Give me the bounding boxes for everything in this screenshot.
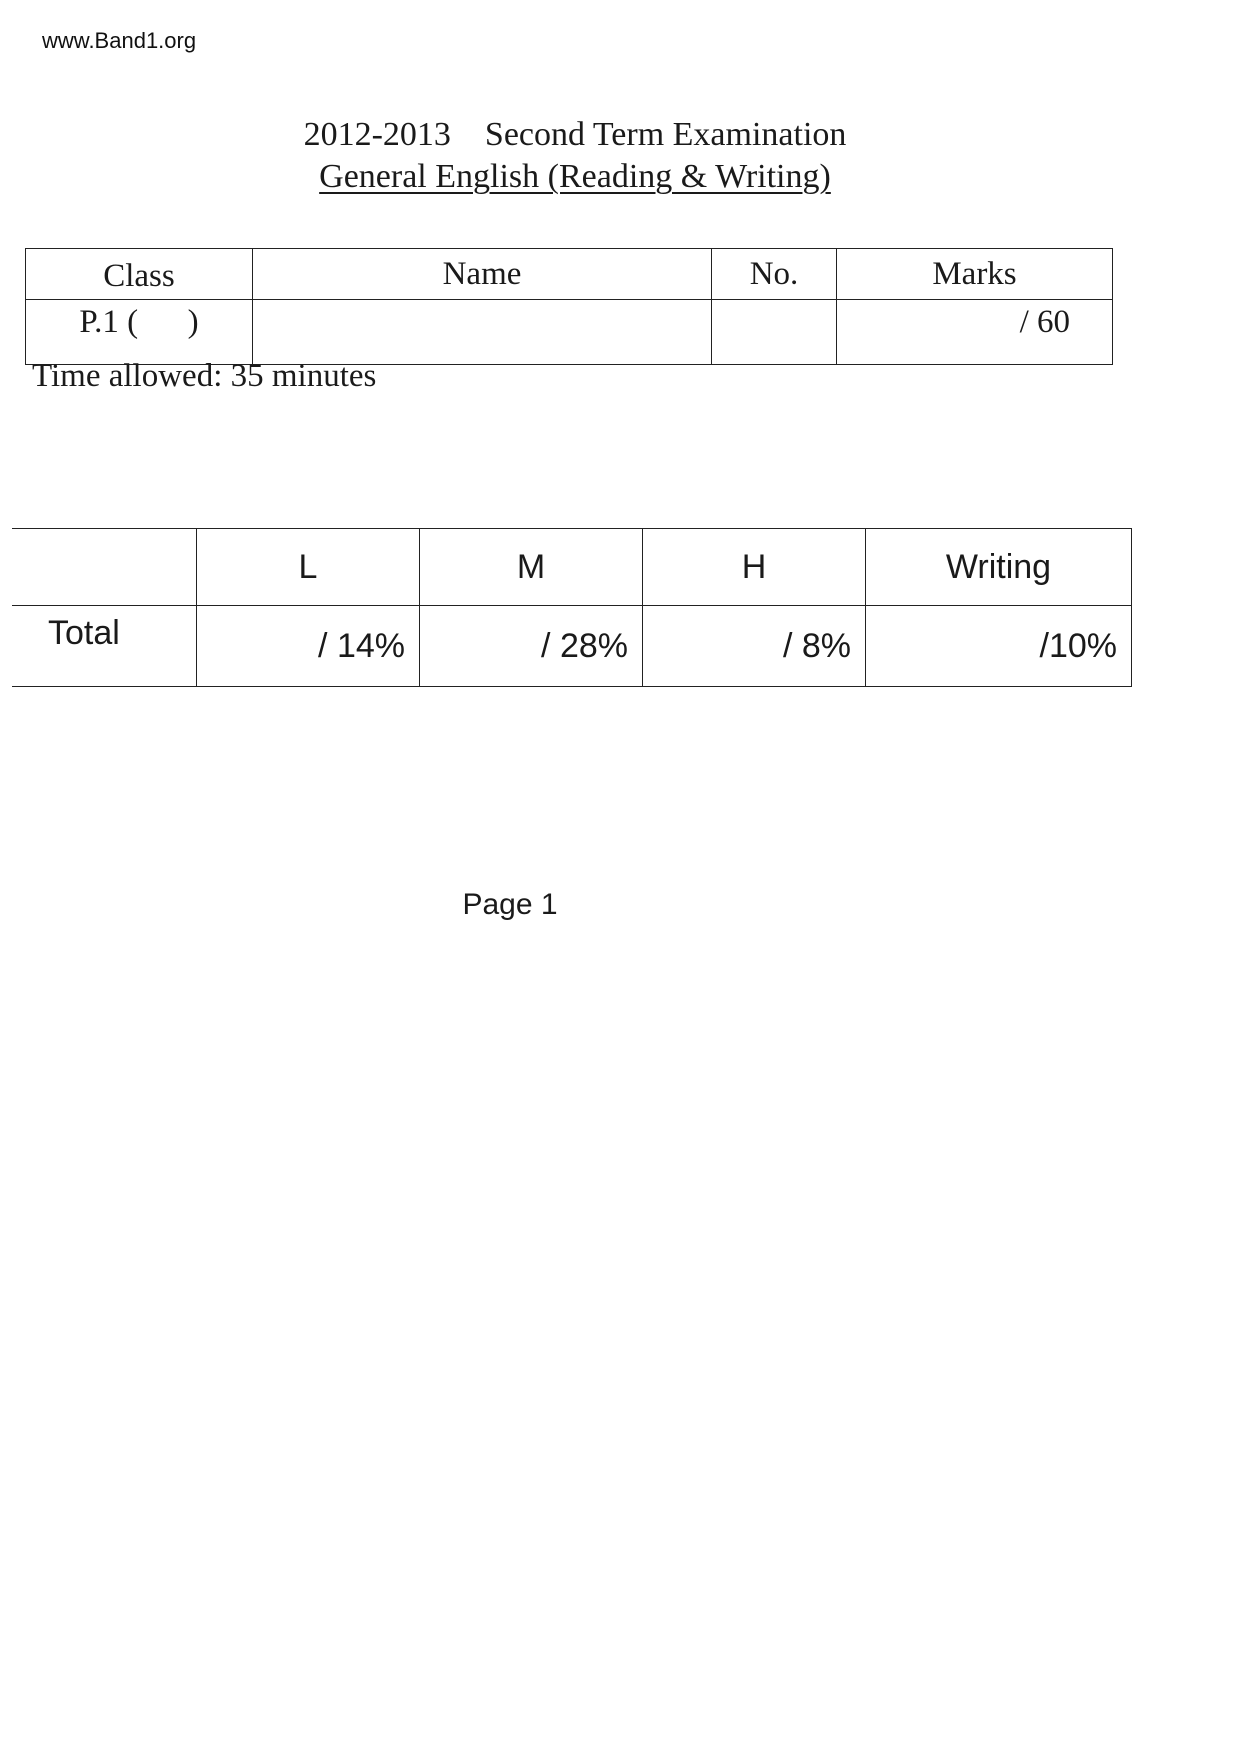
score-h-value[interactable]: / 8%	[643, 606, 866, 687]
watermark-url: www.Band1.org	[42, 28, 197, 53]
score-writing-value[interactable]: /10%	[866, 606, 1132, 687]
class-field[interactable]: P.1 ( )	[26, 300, 253, 365]
score-header-writing: Writing	[866, 529, 1132, 606]
score-header-blank	[12, 529, 197, 606]
exam-year: 2012-2013	[303, 116, 451, 153]
exam-subject	[0, 158, 1150, 196]
marks-header: Marks	[837, 249, 1113, 300]
no-header: No.	[712, 249, 837, 300]
score-l-value[interactable]: / 14%	[197, 606, 420, 687]
score-total-row	[12, 606, 1132, 687]
score-header-row	[12, 529, 1132, 606]
exam-term: Second Term Examination	[484, 116, 847, 153]
page-number: Page 1	[462, 888, 558, 921]
score-m-value[interactable]: / 28%	[420, 606, 643, 687]
exam-title	[0, 116, 1150, 154]
subject-title: General English (Reading & Writing)	[319, 158, 831, 195]
score-breakdown-table	[12, 528, 1132, 687]
score-header-h: H	[643, 529, 866, 606]
info-input-row	[26, 300, 1113, 365]
class-header: Class	[26, 249, 253, 300]
score-header-m: M	[420, 529, 643, 606]
info-header-row	[26, 249, 1113, 300]
number-field[interactable]	[712, 300, 837, 365]
name-header: Name	[253, 249, 712, 300]
name-field[interactable]	[253, 300, 712, 365]
score-header-l: L	[197, 529, 420, 606]
marks-field: / 60	[837, 300, 1113, 365]
student-info-table	[25, 248, 1113, 365]
time-allowed: Time allowed: 35 minutes	[32, 358, 377, 394]
total-label: Total	[12, 606, 197, 687]
